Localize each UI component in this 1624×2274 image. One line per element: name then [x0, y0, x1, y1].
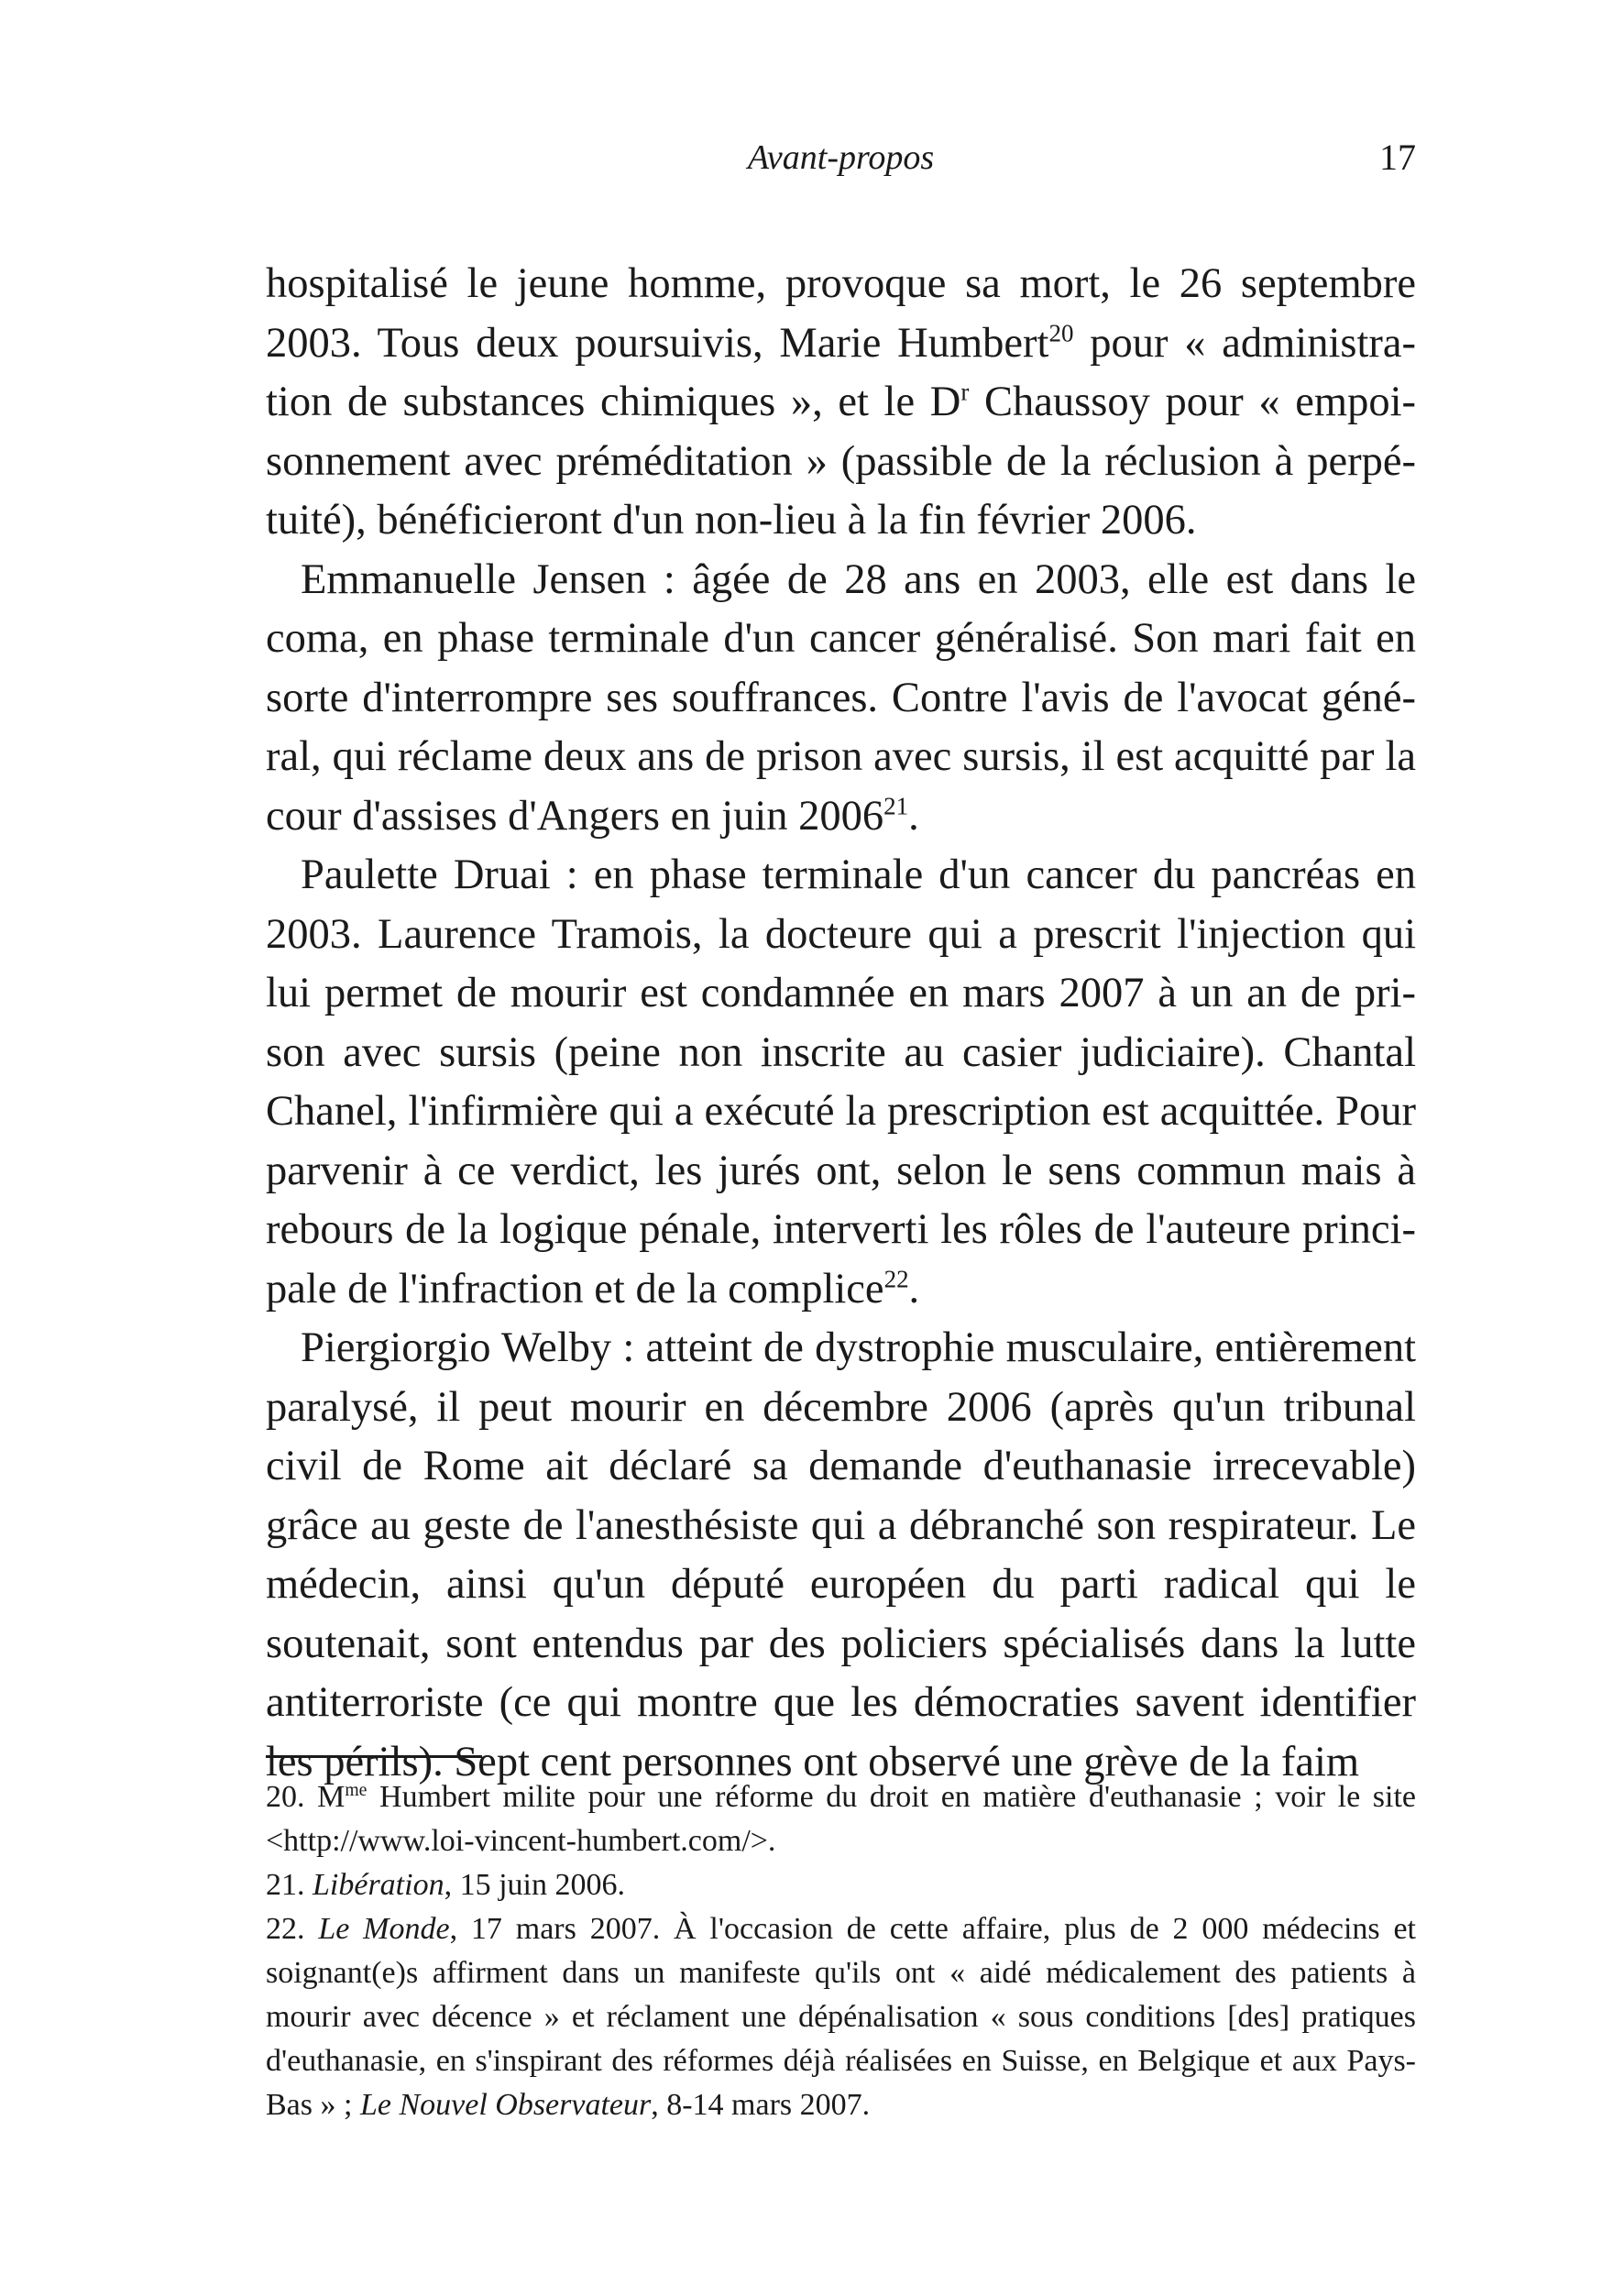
paragraph-text: Paulette Druai : en phase terminale d'un cancer du pancréas en 2003. Laurence Tramois, la docteure qui a prescrit l'injection qui lui permet de mourir est condamnée en mars 2007 à un an de prison avec sursis (peine non inscrite au casier judiciaire). Chantal Chanel, l'infirmière qui a exécuté la prescription est acquittée. Pour parvenir à ce verdict, les jurés ont, selon le sens commun mais à rebours de la logique pénale, interverti les rôles de l'auteure principale de l'infraction et de la complice — [266, 851, 1416, 1313]
footnote-text: , 8-14 mars 2007. — [651, 2088, 871, 2122]
body-text — [266, 255, 1416, 1792]
running-head: Avant-propos — [747, 138, 935, 177]
page-number: 17 — [1379, 137, 1416, 178]
footnote-number: 22. — [266, 1912, 305, 1946]
paragraph-humbert-continued — [266, 255, 1416, 551]
page-header — [266, 130, 1416, 185]
source-title: Le Nouvel Observateur — [359, 2088, 652, 2122]
paragraph-text: pour « administration de substances chimiques », et le D — [266, 319, 1416, 425]
footnote-number: 20. — [266, 1780, 305, 1814]
paragraph-text: . — [908, 1265, 920, 1313]
paragraph-druai — [266, 846, 1416, 1319]
source-title: Libération — [313, 1868, 444, 1902]
footnote-20 — [266, 1775, 1416, 1863]
paragraph-text: Chaussoy pour « empoisonnement avec préméditation » (passible de la réclusion à perpétuité), bénéficieront d'un non-lieu à la fin février 2006. — [266, 379, 1416, 544]
abbreviation-superscript: r — [960, 378, 970, 406]
paragraph-text: Emmanuelle Jensen : âgée de 28 ans en 2003, elle est dans le coma, en phase terminale d'un cancer généralisé. Son mari fait en sorte d'interrompre ses souffrances. Contre l'avis de l'avocat général, qui réclame deux ans de prison avec sursis, il est acquitté par la cour d'assises d'Angers en juin 2006 — [266, 555, 1416, 840]
footnote-text: Humbert milite pour une réforme du droit en matière d'euthanasie ; voir le site <http://www.loi-vincent-humbert.com/>. — [266, 1780, 1416, 1858]
paragraph-text: . — [908, 792, 919, 840]
footnote-separator — [266, 1755, 482, 1758]
footnote-ref-20[interactable]: 20 — [1048, 318, 1074, 346]
paragraph-welby: Piergiorgio Welby : atteint de dystrophie musculaire, entièrement paralysé, il peut mourir en décembre 2006 (après qu'un tribunal civil de Rome ait déclaré sa demande d'euthanasie irrecevable) grâce au geste de l'anesthésiste qui a débranché son respirateur. Le médecin, ainsi qu'un député européen du parti radical qui le soutenait, sont entendus par des policiers spécialisés dans la lutte antiterroriste (ce qui montre que les démocraties savent identifier les périls). Sept cent personnes ont observé une grève de la faim — [266, 1324, 1416, 1785]
footnote-ref-21[interactable]: 21 — [883, 791, 909, 819]
footnote-text: M — [304, 1780, 346, 1814]
footnote-text: , 15 juin 2006. — [444, 1868, 625, 1902]
paragraph-text: hospitalisé le jeune homme, provoque sa mort, le 26 septembre 2003. Tous deux poursuivis, Marie Humbert — [266, 260, 1416, 367]
source-title: Le Monde — [318, 1912, 450, 1946]
footnote-ref-22[interactable]: 22 — [883, 1264, 909, 1292]
footnotes — [266, 1775, 1416, 2127]
footnote-number: 21. — [266, 1868, 305, 1902]
footnote-22 — [266, 1907, 1416, 2127]
footnote-21 — [266, 1863, 1416, 1907]
paragraph-jensen — [266, 551, 1416, 847]
footnote-text: , 17 mars 2007. À l'occasion de cette affaire, plus de 2 000 médecins et soignant(e)s affirment dans un manifeste qu'ils ont « aidé médicalement des patients à mourir avec décence » et réclament une dépénalisation « sous conditions [des] pratiques d'euthanasie, en s'inspirant des réformes déjà réalisées en Suisse, en Belgique et aux Pays-Bas » ; — [266, 1912, 1416, 2122]
abbreviation-superscript: me — [345, 1779, 368, 1800]
